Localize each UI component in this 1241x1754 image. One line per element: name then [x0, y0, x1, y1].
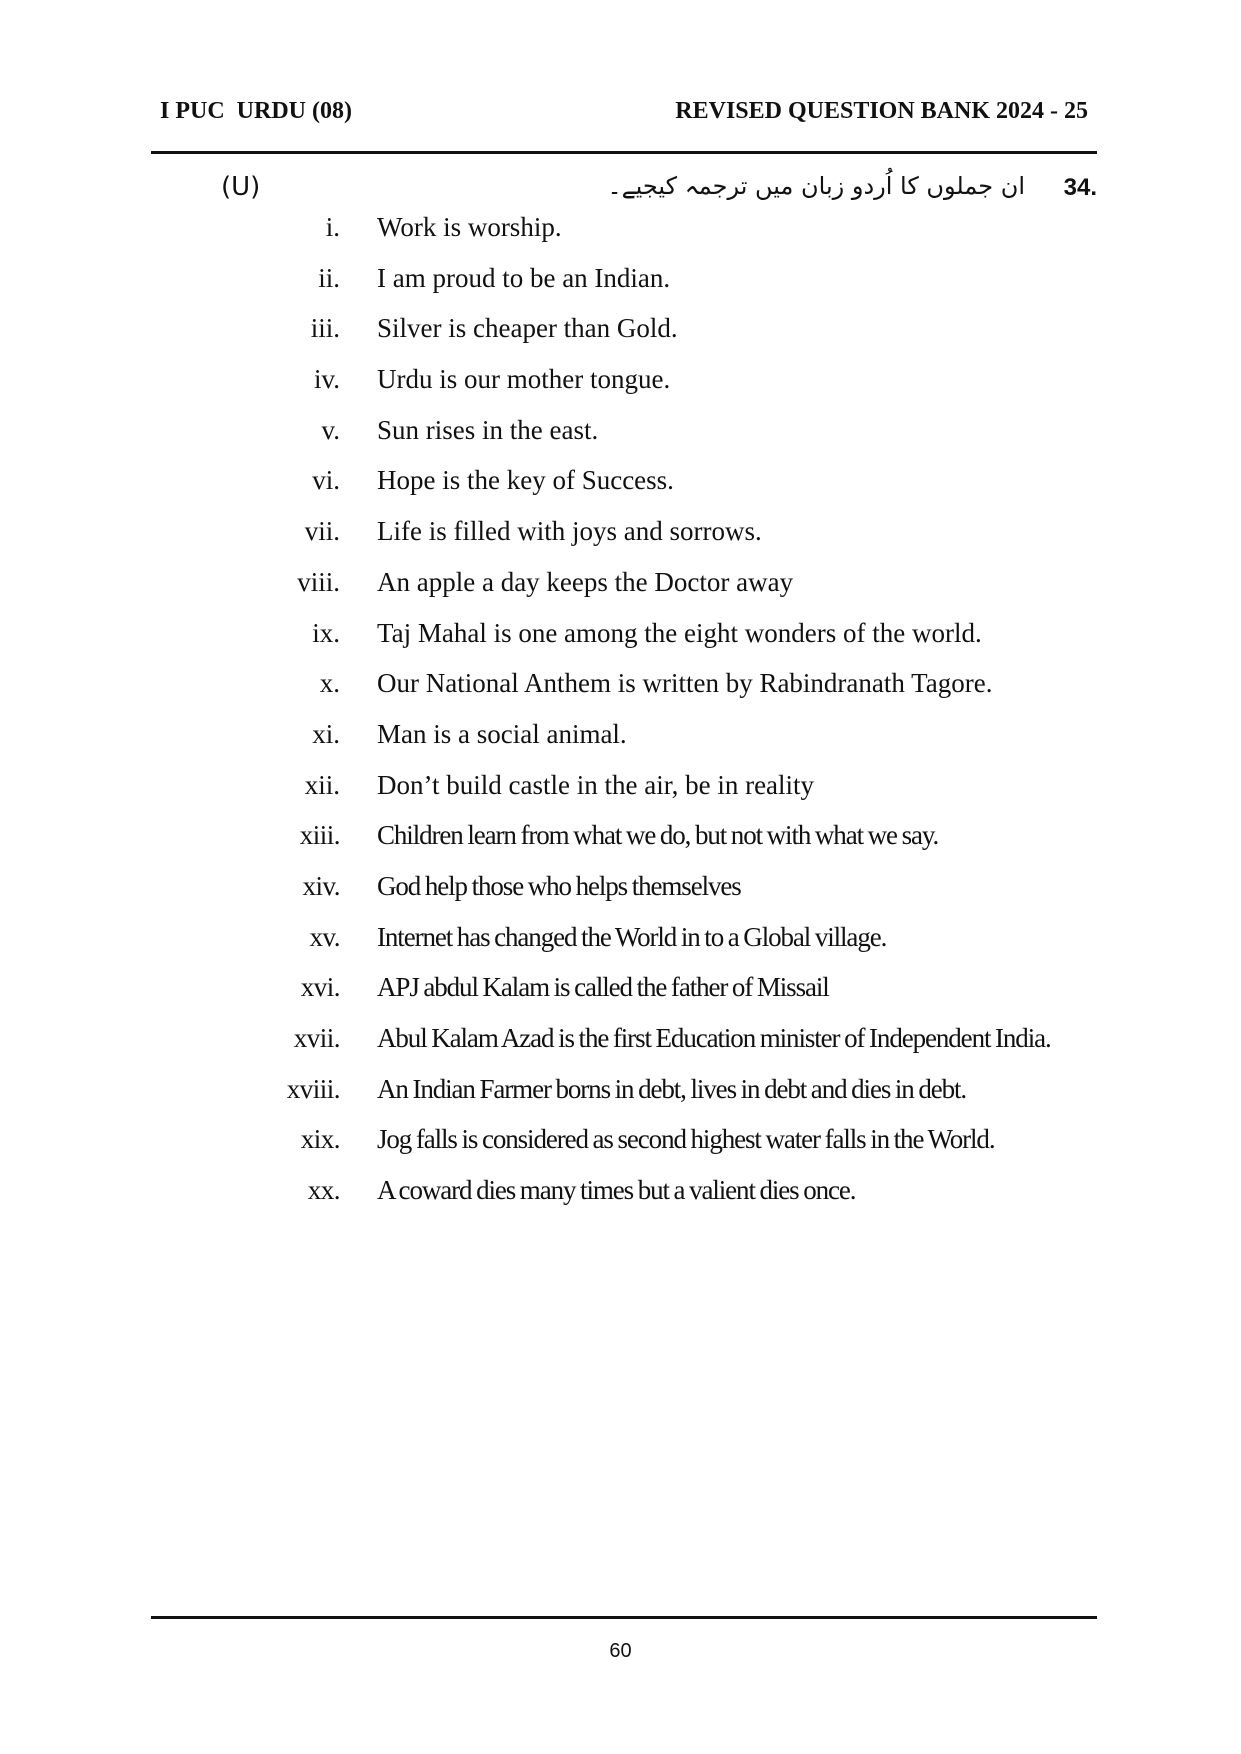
item-sentence: I am proud to be an Indian.: [377, 262, 671, 293]
item-sentence: Silver is cheaper than Gold.: [377, 313, 678, 344]
list-item: [0, 1175, 1241, 1226]
item-sentence: An apple a day keeps the Doctor away: [377, 566, 794, 597]
item-numeral: x.: [319, 668, 340, 699]
page-number: 60: [609, 1640, 632, 1662]
item-numeral: iii.: [310, 313, 340, 344]
list-item: [0, 415, 1241, 466]
list-item: [0, 1074, 1241, 1125]
item-numeral: viii.: [297, 566, 340, 597]
item-sentence: Sun rises in the east.: [377, 414, 599, 445]
header-divider: [151, 151, 1097, 154]
list-item: [0, 516, 1241, 567]
item-sentence: Our National Anthem is written by Rabindranath Tagore.: [377, 668, 993, 699]
item-sentence: Abul Kalam Azad is the first Education minister of Independent India.: [377, 1023, 1051, 1053]
list-item: [0, 364, 1241, 415]
header-document-title: REVISED QUESTION BANK 2024 - 25: [675, 98, 1088, 124]
question-heading: [151, 168, 1097, 208]
list-item: [0, 719, 1241, 770]
item-sentence: Urdu is our mother tongue.: [377, 364, 671, 395]
item-sentence: Hope is the key of Success.: [377, 465, 674, 496]
item-sentence: Life is filled with joys and sorrows.: [377, 516, 762, 547]
list-item: [0, 1124, 1241, 1175]
item-numeral: vii.: [304, 516, 340, 547]
item-numeral: xii.: [304, 769, 340, 800]
item-numeral: xx.: [307, 1175, 340, 1206]
question-level-tag: (U): [221, 172, 261, 202]
item-sentence: God help those who helps themselves: [377, 870, 741, 901]
item-numeral: v.: [321, 414, 340, 445]
item-numeral: xv.: [309, 921, 340, 952]
item-numeral: xviii.: [286, 1073, 340, 1104]
list-item: [0, 313, 1241, 364]
list-item: [0, 770, 1241, 821]
list-item: [0, 972, 1241, 1023]
item-sentence: Jog falls is considered as second highest water falls in the World.: [377, 1124, 995, 1155]
list-item: [0, 465, 1241, 516]
item-numeral: xiv.: [302, 870, 340, 901]
item-sentence: An Indian Farmer borns in debt, lives in debt and dies in debt.: [377, 1073, 967, 1104]
item-numeral: xvii.: [293, 1023, 340, 1053]
list-item: [0, 567, 1241, 618]
item-sentence: Don’t build castle in the air, be in reality: [377, 769, 815, 800]
list-item: [0, 212, 1241, 263]
item-numeral: vi.: [312, 465, 340, 496]
item-sentence: Man is a social animal.: [377, 718, 627, 749]
list-item: [0, 922, 1241, 973]
item-sentence: Internet has changed the World in to a Global village.: [377, 921, 887, 952]
footer-divider: [151, 1616, 1097, 1619]
item-sentence: APJ abdul Kalam is called the father of Missail: [377, 972, 829, 1003]
item-numeral: ix.: [312, 617, 340, 648]
header-course-title: I PUC URDU (08): [160, 98, 352, 124]
item-sentence: A coward dies many times but a valient dies once.: [377, 1175, 856, 1206]
list-item: [0, 668, 1241, 719]
question-instruction: ان جملوں کا اُردو زبان میں ترجمہ کیجیے۔: [607, 172, 1025, 200]
question-number: 34.: [1063, 174, 1097, 201]
list-item: [0, 263, 1241, 314]
item-sentence: Taj Mahal is one among the eight wonders of the world.: [377, 617, 982, 648]
list-item: [0, 1023, 1241, 1074]
item-numeral: xvi.: [300, 972, 340, 1003]
item-numeral: xiii.: [299, 820, 340, 851]
item-numeral: ii.: [318, 262, 340, 293]
list-item: [0, 820, 1241, 871]
item-numeral: i.: [325, 212, 340, 242]
item-numeral: xix.: [300, 1124, 340, 1155]
list-item: [0, 618, 1241, 669]
item-numeral: xi.: [312, 718, 340, 749]
sentence-list: [0, 212, 1241, 1226]
item-sentence: Work is worship.: [377, 212, 562, 242]
item-sentence: Children learn from what we do, but not with what we say.: [377, 820, 939, 851]
item-numeral: iv.: [314, 364, 340, 395]
list-item: [0, 871, 1241, 922]
